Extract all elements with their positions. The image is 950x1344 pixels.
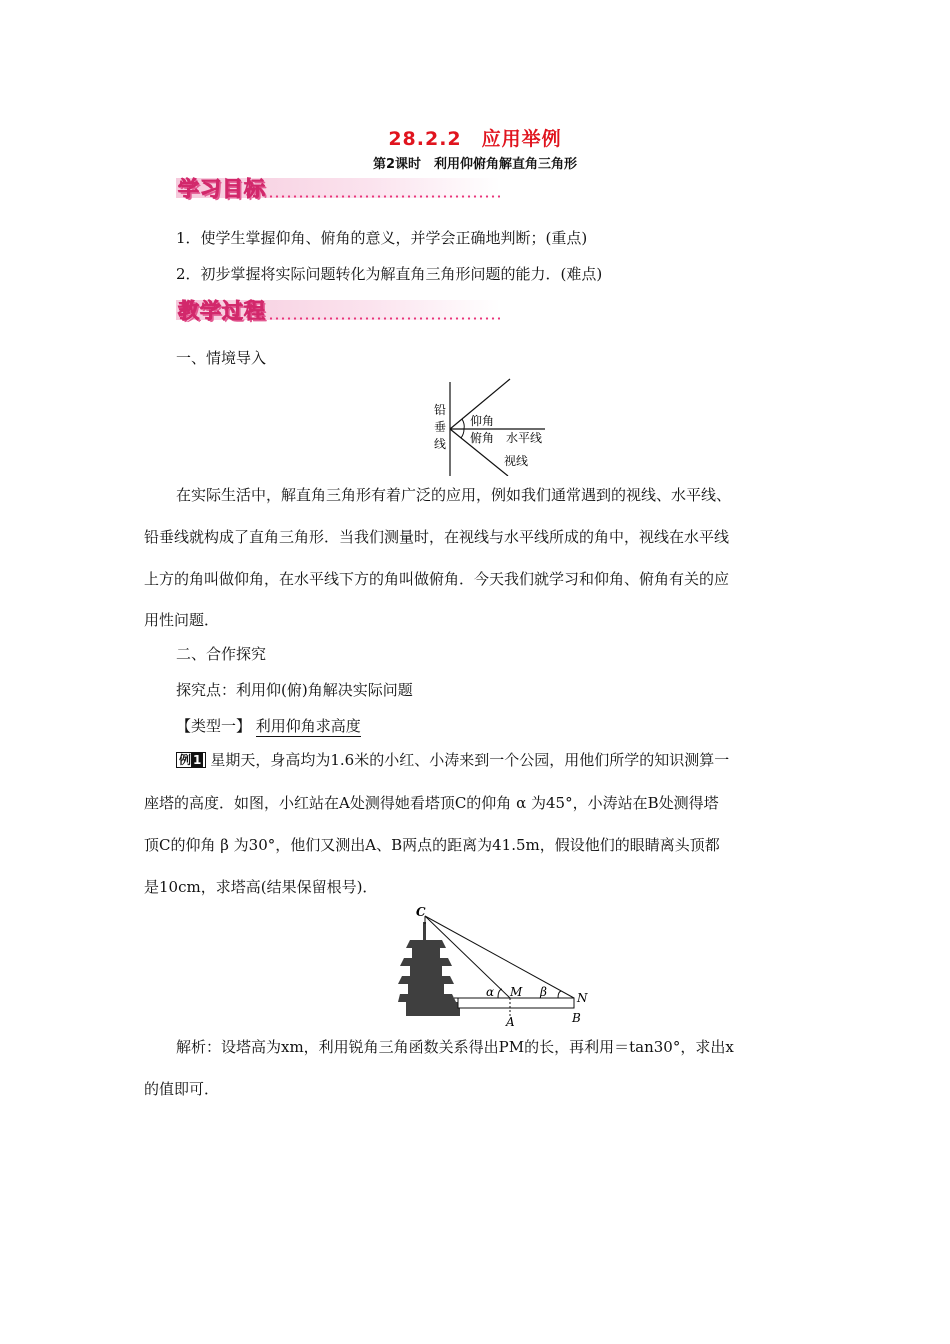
example-line-4: 是10cm，求塔高(结果保留根号)． xyxy=(144,878,378,896)
process-banner xyxy=(176,294,500,324)
depression-arc xyxy=(461,429,464,438)
example-line-3: 顶C的仰角 β 为30°，他们又测出A、B两点的距离为41.5m，假设他们的眼睛离头顶都 xyxy=(144,836,720,854)
goal-item-1: 1．使学生掌握仰角、俯角的意义，并学会正确地判断；(重点) xyxy=(176,229,588,247)
elevation-arc xyxy=(462,419,464,429)
pagoda-illustration xyxy=(398,922,460,1016)
intro-line-1: 在实际生活中，解直角三角形有着广泛的应用，例如我们通常遇到的视线、水平线、 xyxy=(176,486,732,504)
intro-line-2: 铅垂线就构成了直角三角形．当我们测量时，在视线与水平线所成的角中，视线在水平线 xyxy=(144,528,730,546)
explore-point: 探究点：利用仰(俯)角解决实际问题 xyxy=(176,681,413,699)
intro-line-3: 上方的角叫做仰角，在水平线下方的角叫做俯角．今天我们就学习和仰角、俯角有关的应 xyxy=(144,570,730,588)
example-line-1-text: 星期天，身高均为1.6米的小红、小涛来到一个公园，用他们所学的知识测算一 xyxy=(210,751,730,769)
alpha-label: α xyxy=(486,985,495,999)
beta-arc xyxy=(558,991,561,998)
point-a-label: A xyxy=(506,1015,515,1029)
line-c-to-n xyxy=(425,916,574,998)
goal-item-2: 2．初步掌握将实际问题转化为解直角三角形问题的能力．(难点) xyxy=(176,265,603,283)
ground-platform xyxy=(458,998,574,1008)
point-m-label: M xyxy=(510,985,523,999)
elevation-label: 仰角 xyxy=(470,414,495,428)
type-label: 【类型一】 xyxy=(176,717,252,735)
goals-banner-label: 学习目标 xyxy=(178,177,266,201)
section-heading-intro: 一、情境导入 xyxy=(176,349,267,367)
depression-label: 俯角 xyxy=(470,431,495,445)
plumb-char-1: 铅 xyxy=(434,403,447,417)
point-b-label: B xyxy=(572,1011,581,1025)
analysis-line-2: 的值即可． xyxy=(144,1080,220,1098)
banner-dots xyxy=(268,195,500,198)
example-line-2: 座塔的高度．如图，小红站在A处测得她看塔顶C的仰角 α 为45°，小涛站在B处测得塔 xyxy=(144,794,719,812)
intro-line-4: 用性问题． xyxy=(144,611,220,629)
page-title: 28.2.2 应用举例 xyxy=(388,128,562,150)
type-title: 利用仰角求高度 xyxy=(255,717,361,735)
example-badge-text: 例 xyxy=(179,753,192,767)
plumb-char-3: 线 xyxy=(434,437,447,451)
point-c-label: C xyxy=(416,905,426,919)
example-badge xyxy=(176,752,206,768)
analysis-line-1: 解析：设塔高为xm，利用锐角三角函数关系得出PM的长，再利用＝tan30°，求出x xyxy=(176,1038,734,1056)
beta-label: β xyxy=(540,985,547,999)
goals-banner xyxy=(176,172,500,202)
horizontal-label: 水平线 xyxy=(506,431,543,445)
sightline-label: 视线 xyxy=(504,454,529,468)
plumb-char-2: 垂 xyxy=(434,420,447,434)
section-heading-explore: 二、合作探究 xyxy=(176,645,267,663)
type-heading xyxy=(176,717,361,735)
point-n-label: N xyxy=(577,991,588,1005)
banner-dots xyxy=(268,317,500,320)
example-line-1 xyxy=(176,749,729,770)
tower-diagram xyxy=(398,904,598,1030)
page-subtitle: 第2课时 利用仰俯角解直角三角形 xyxy=(372,157,578,172)
process-banner-label: 教学过程 xyxy=(178,299,266,323)
angle-diagram xyxy=(430,376,560,476)
example-badge-number: 1 xyxy=(193,753,202,767)
